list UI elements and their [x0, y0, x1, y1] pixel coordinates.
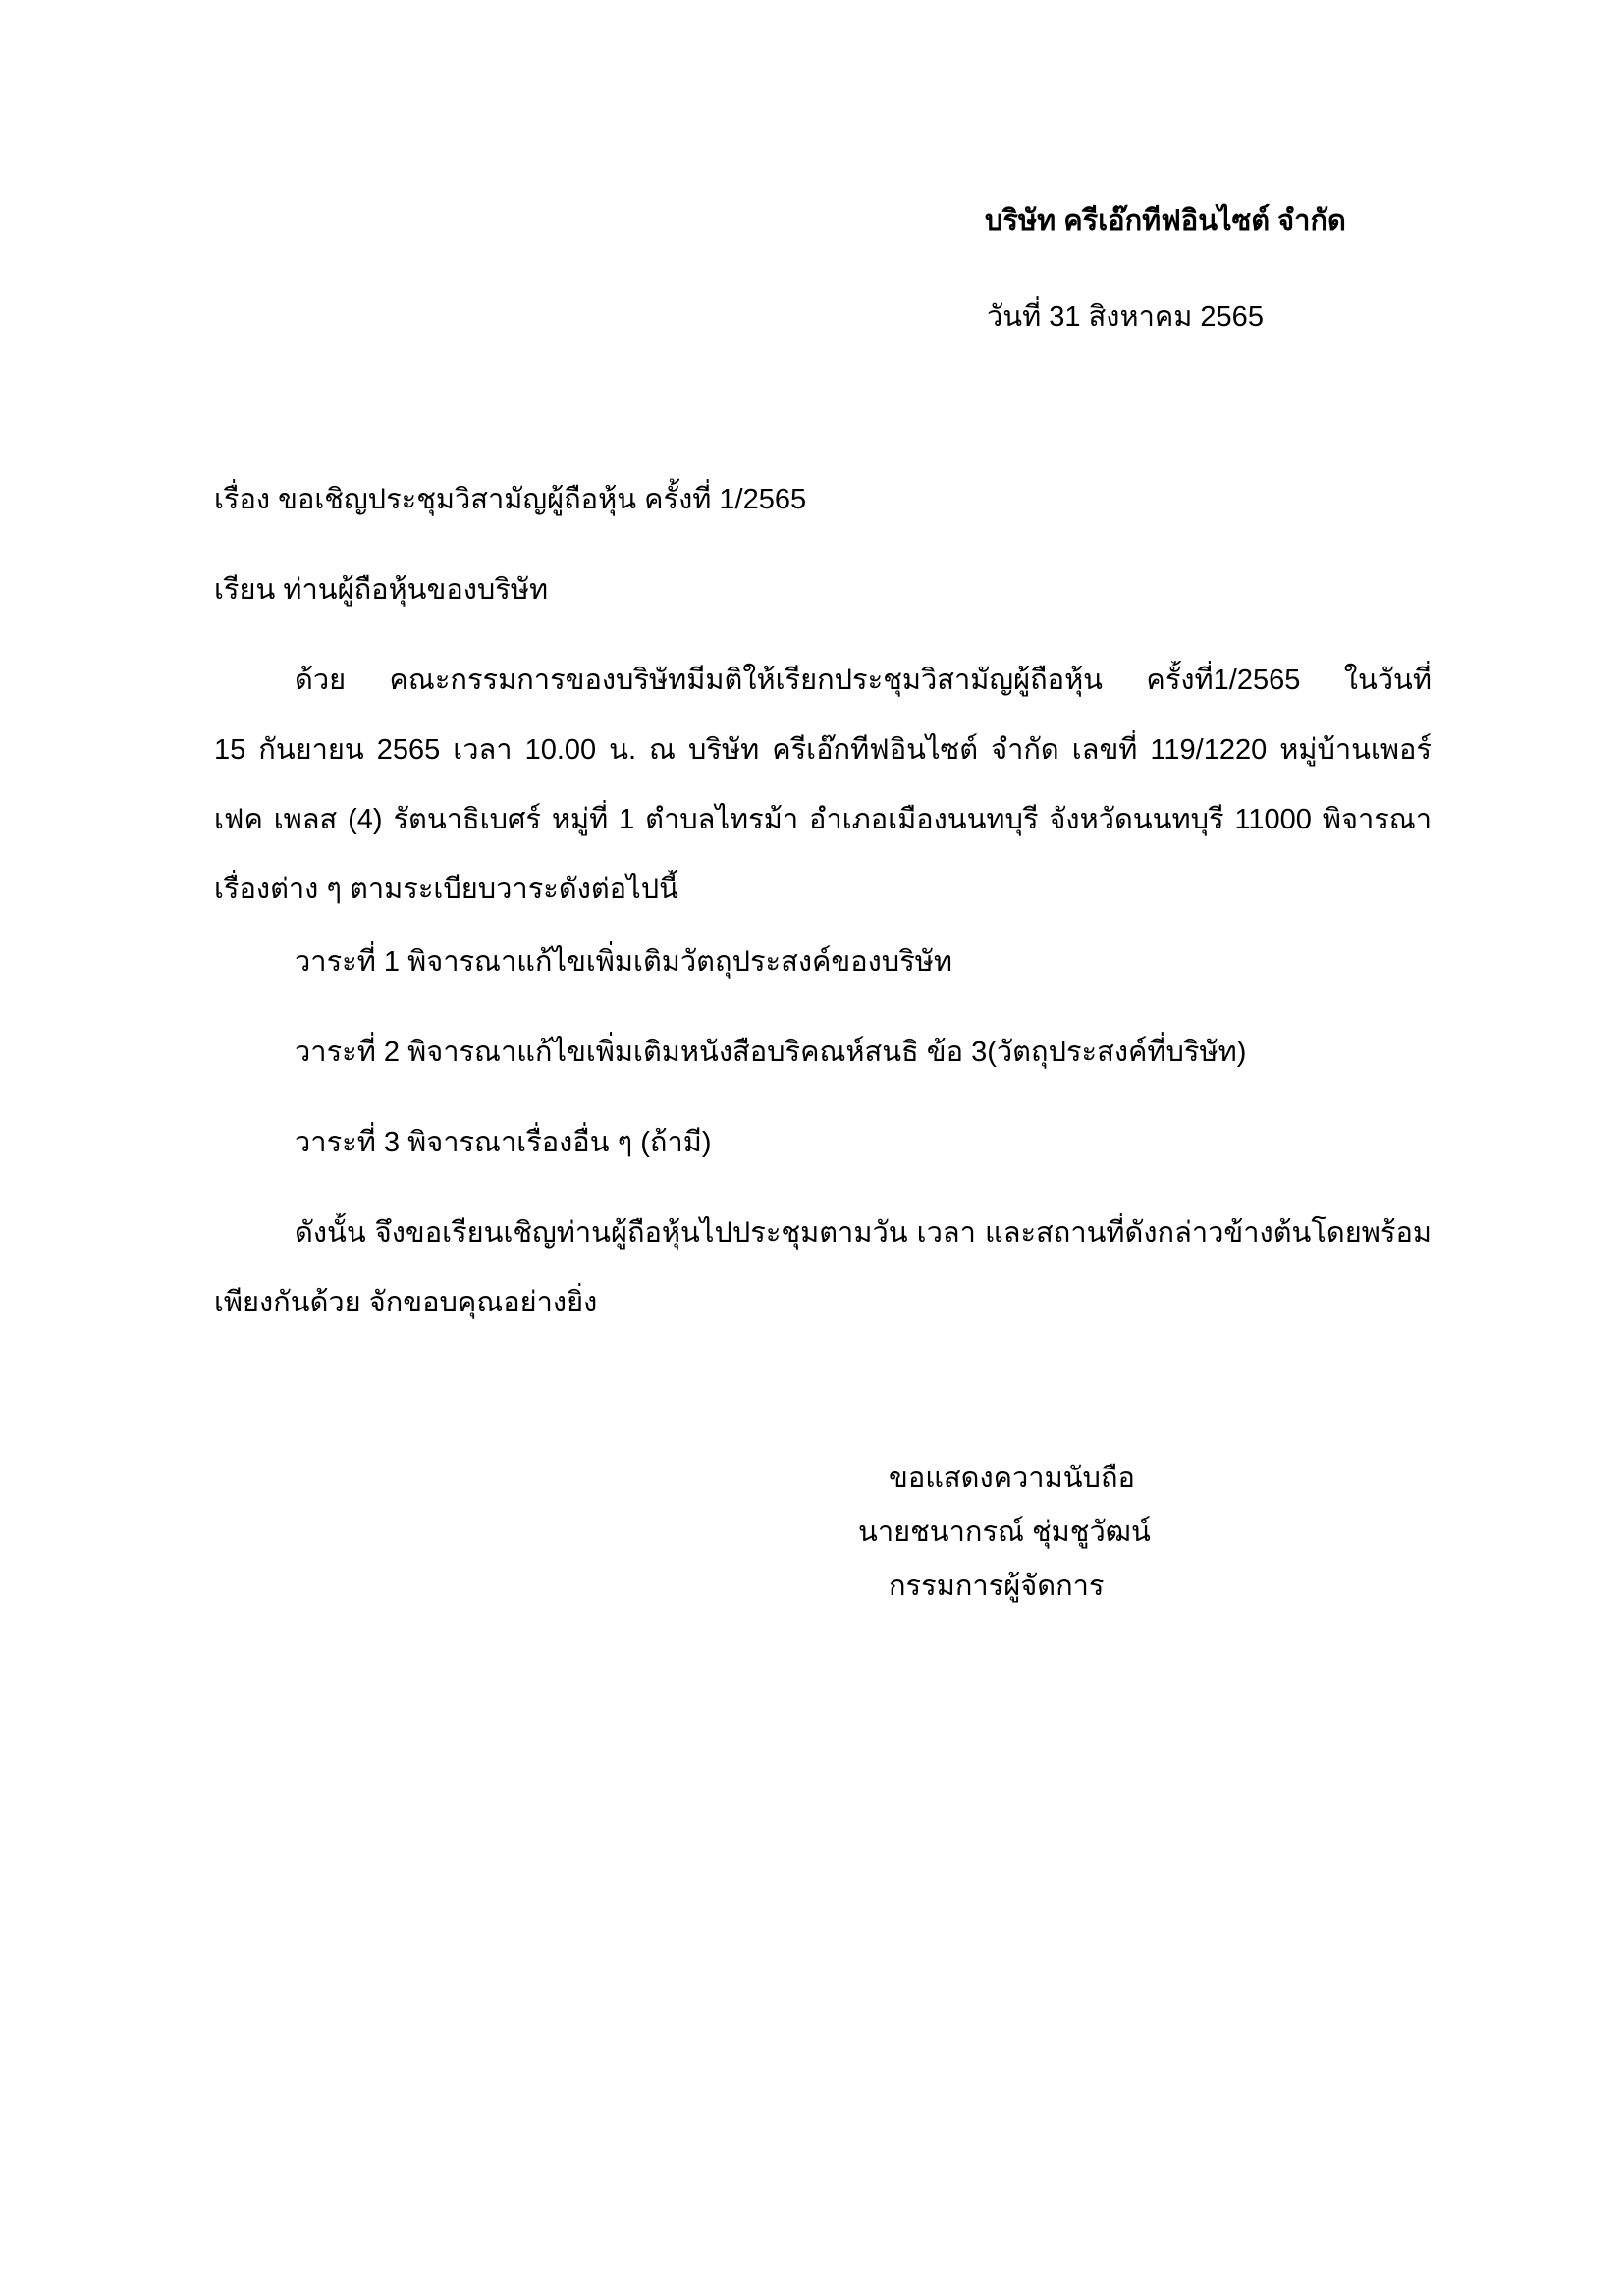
agenda-item-3: วาระที่ 3 พิจารณาเรื่องอื่น ๆ (ถ้ามี): [295, 1127, 712, 1158]
intro-line: เรื่องต่าง ๆ ตามระเบียบวาระดังต่อไปนี้: [214, 874, 678, 905]
company-name: บริษัท ครีเอ๊กทีฟอินไซต์ จำกัด: [985, 205, 1346, 237]
letter-salutation: เรียน ท่านผู้ถือหุ้นของบริษัท: [214, 574, 549, 606]
intro-paragraph: [214, 661, 1432, 939]
closing-line: ดังนั้น จึงขอเรียนเชิญท่านผู้ถือหุ้นไปประชุมตามวัน เวลา และสถานที่ดังกล่าวข้างต้นโดยพร้อม: [295, 1217, 1432, 1249]
intro-line: 15 กันยายน 2565 เวลา 10.00 น. ณ บริษัท ครีเอ๊กทีฟอินไซต์ จำกัด เลขที่ 119/1220 หมู่บ้านเพอร์: [214, 734, 1432, 766]
agenda-item-1: วาระที่ 1 พิจารณาแก้ไขเพิ่มเติมวัตถุประสงค์ของบริษัท: [295, 946, 953, 978]
intro-line: ด้วย คณะกรรมการของบริษัทมีมติให้เรียกประชุมวิสามัญผู้ถือหุ้น ครั้งที่1/2565 ในวันที่: [295, 665, 1432, 696]
signature-position: กรรมการผู้จัดการ: [889, 1571, 1105, 1602]
agenda-item-2: วาระที่ 2 พิจารณาแก้ไขเพิ่มเติมหนังสือบริคณห์สนธิ ข้อ 3(วัตถุประสงค์ที่บริษัท): [295, 1037, 1247, 1068]
letter-subject: เรื่อง ขอเชิญประชุมวิสามัญผู้ถือหุ้น ครั้งที่ 1/2565: [214, 484, 807, 515]
closing-paragraph: [214, 1213, 1432, 1353]
intro-line: เฟค เพลส (4) รัตนาธิเบศร์ หมู่ที่ 1 ตำบลไทรม้า อำเภอเมืองนนทบุรี จังหวัดนนทบุรี 11000 พิจารณา: [214, 804, 1432, 835]
signature-regards: ขอแสดงความนับถือ: [889, 1463, 1135, 1494]
letter-date: วันที่ 31 สิงหาคม 2565: [987, 301, 1264, 333]
signature-name: นายชนากรณ์ ชุ่มชูวัฒน์: [858, 1517, 1151, 1548]
closing-line: เพียงกันด้วย จักขอบคุณอย่างยิ่ง: [214, 1287, 598, 1318]
